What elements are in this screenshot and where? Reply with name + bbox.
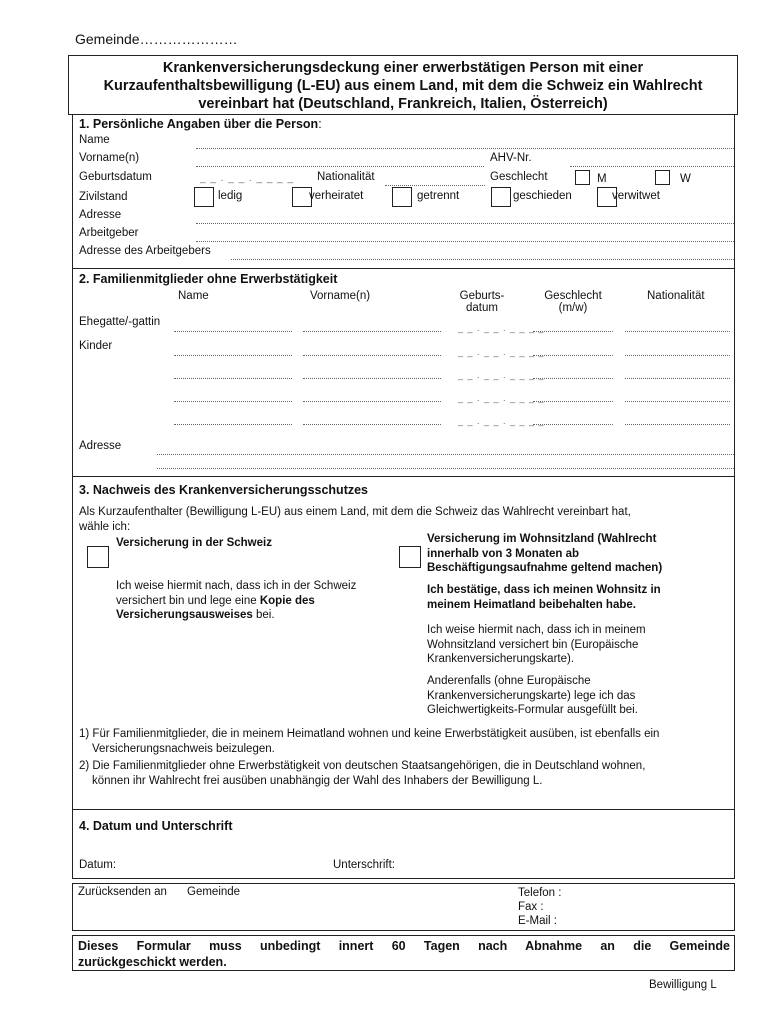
family-adresse-field-2[interactable] xyxy=(157,468,734,469)
family-name-field[interactable] xyxy=(174,378,292,379)
adresse-arbeitgeber-label: Adresse des Arbeitgebers xyxy=(79,245,211,257)
section1-heading: 1. Persönliche Angaben über die Person: xyxy=(79,117,322,131)
family-geburtsdatum-field[interactable]: _ _ . _ _ . _ _ _ _ xyxy=(458,347,545,357)
col-geburtsdatum: Geburts- datum xyxy=(459,290,505,314)
family-geschlecht-field[interactable] xyxy=(533,355,613,356)
option-wohnsitzland-confirm: Ich bestätige, dass ich meinen Wohnsitz in meinem Heimatland beibehalten habe. xyxy=(427,584,661,611)
geschieden-checkbox[interactable] xyxy=(491,187,511,207)
getrennt-checkbox[interactable] xyxy=(392,187,412,207)
name-label: Name xyxy=(79,134,110,146)
vorname-field[interactable] xyxy=(196,166,484,167)
ledig-checkbox[interactable] xyxy=(194,187,214,207)
nationalitaet-label: Nationalität xyxy=(317,171,375,183)
option-wohnsitzland-text2: Anderenfalls (ohne Europäische Krankenversicherungskarte) lege ich das Gleichwertigkeits-Formular ausgefüllt bei. xyxy=(427,675,638,716)
getrennt-label: getrennt xyxy=(417,190,460,202)
geburtsdatum-field[interactable]: _ _ . _ _ . _ _ _ _ xyxy=(200,173,295,184)
geschlecht-m-checkbox[interactable] xyxy=(575,170,590,185)
family-vorname-field[interactable] xyxy=(303,331,441,332)
return-gemeinde: Gemeinde xyxy=(187,886,241,898)
family-geburtsdatum-field[interactable]: _ _ . _ _ . _ _ _ _ xyxy=(458,393,545,403)
family-vorname-field[interactable] xyxy=(303,355,441,356)
gemeinde-header: Gemeinde………………… xyxy=(75,31,238,47)
kinder-label: Kinder xyxy=(79,340,113,352)
col-name: Name xyxy=(178,290,209,302)
title-box xyxy=(68,55,738,115)
verwitwet-label: verwitwet xyxy=(612,190,660,202)
name-field[interactable] xyxy=(196,148,734,149)
geburtsdatum-label: Geburtsdatum xyxy=(79,171,152,183)
family-geburtsdatum-field[interactable]: _ _ . _ _ . _ _ _ _ xyxy=(458,323,545,333)
family-geschlecht-field[interactable] xyxy=(533,424,613,425)
family-vorname-field[interactable] xyxy=(303,401,441,402)
adresse-arbeitgeber-field[interactable] xyxy=(231,259,734,260)
geschieden-label: geschieden xyxy=(513,190,572,202)
geschlecht-label: Geschlecht xyxy=(490,171,548,183)
zivilstand-label: Zivilstand xyxy=(79,191,128,203)
geschlecht-w-label: W xyxy=(680,173,691,185)
divider xyxy=(72,809,735,810)
section2-heading: 2. Familienmitglieder ohne Erwerbstätigkeit xyxy=(79,272,338,286)
family-geschlecht-field[interactable] xyxy=(533,378,613,379)
option-schweiz-checkbox[interactable] xyxy=(87,546,109,568)
section3-intro: Als Kurzaufenthalter (Bewilligung L-EU) aus einem Land, mit dem die Schweiz das Wahlrecht vereinbart hat, wähle ich: xyxy=(79,506,631,533)
family-vorname-field[interactable] xyxy=(303,424,441,425)
family-adresse-label: Adresse xyxy=(79,440,122,452)
adresse-label: Adresse xyxy=(79,209,122,221)
ledig-label: ledig xyxy=(218,190,243,202)
family-name-field[interactable] xyxy=(174,401,292,402)
note-1: 1) Für Familienmitglieder, die in meinem Heimatland wohnen und keine Erwerbstätigkeit ausüben, ist ebenfalls ein Versicherungsnachweis beizulegen. xyxy=(79,728,660,755)
notice-text: Dieses Formular muss unbedingt innert 60 Tagen nach Abnahme an die Gemeinde zurückgeschickt werden. xyxy=(78,939,730,969)
arbeitgeber-field[interactable] xyxy=(196,241,734,242)
ahv-field[interactable] xyxy=(570,166,734,167)
col-vorname: Vorname(n) xyxy=(310,290,371,302)
note-2: 2) Die Familienmitglieder ohne Erwerbstätigkeit von deutschen Staatsangehörigen, die in Deutschland wohnen, können ihr Wahlrecht frei ausüben unabhängig der Wahl des Inhabers der Bewilligung L. xyxy=(79,760,646,787)
family-nationalitaet-field[interactable] xyxy=(625,424,730,425)
title-line-1: Krankenversicherungsdeckung einer erwerbstätigen Person mit einer xyxy=(162,60,644,76)
title-line-2: Kurzaufenthaltsbewilligung (L-EU) aus einem Land, mit dem die Schweiz ein Wahlrecht xyxy=(103,78,703,94)
footer-bewilligung: Bewilligung L xyxy=(649,979,717,991)
family-nationalitaet-field[interactable] xyxy=(625,355,730,356)
family-nationalitaet-field[interactable] xyxy=(625,401,730,402)
family-adresse-field[interactable] xyxy=(157,454,734,455)
option-schweiz-title: Versicherung in der Schweiz xyxy=(116,537,272,549)
family-nationalitaet-field[interactable] xyxy=(625,331,730,332)
section3-heading: 3. Nachweis des Krankenversicherungsschutzes xyxy=(79,483,369,497)
family-geburtsdatum-field[interactable]: _ _ . _ _ . _ _ _ _ xyxy=(458,370,545,380)
nationalitaet-field[interactable] xyxy=(385,185,485,186)
family-nationalitaet-field[interactable] xyxy=(625,378,730,379)
family-vorname-field[interactable] xyxy=(303,378,441,379)
vorname-label: Vorname(n) xyxy=(79,152,140,164)
family-geschlecht-field[interactable] xyxy=(533,331,613,332)
return-contact: Telefon : Fax : E-Mail : xyxy=(518,887,562,927)
divider xyxy=(72,268,735,269)
option-wohnsitzland-text1: Ich weise hiermit nach, dass ich in meinem Wohnsitzland versichert bin (Europäische Krankenversicherungskarte). xyxy=(427,624,646,665)
family-geburtsdatum-field[interactable]: _ _ . _ _ . _ _ _ _ xyxy=(458,416,545,426)
adresse-field[interactable] xyxy=(196,223,734,224)
section4-heading: 4. Datum und Unterschrift xyxy=(79,819,233,833)
geschlecht-w-checkbox[interactable] xyxy=(655,170,670,185)
option-wohnsitzland-checkbox[interactable] xyxy=(399,546,421,568)
family-name-field[interactable] xyxy=(174,355,292,356)
unterschrift-label: Unterschrift: xyxy=(333,859,395,871)
family-name-field[interactable] xyxy=(174,331,292,332)
col-nationalitaet: Nationalität xyxy=(647,290,705,302)
verheiratet-label: verheiratet xyxy=(309,190,364,202)
geschlecht-m-label: M xyxy=(597,173,607,185)
family-geschlecht-field[interactable] xyxy=(533,401,613,402)
divider xyxy=(72,476,735,477)
col-geschlecht: Geschlecht (m/w) xyxy=(544,290,602,314)
option-schweiz-text: Ich weise hiermit nach, dass ich in der Schweiz versichert bin und lege eine Kopie des Versicherungsausweises bei. xyxy=(116,580,357,621)
return-label: Zurücksenden an xyxy=(78,886,167,898)
arbeitgeber-label: Arbeitgeber xyxy=(79,227,139,239)
option-wohnsitzland-title: Versicherung im Wohnsitzland (Wahlrecht innerhalb von 3 Monaten ab Beschäftigungsaufnahme geltend machen) xyxy=(427,533,663,574)
ehegatte-label: Ehegatte/-gattin xyxy=(79,316,161,328)
datum-label: Datum: xyxy=(79,859,117,871)
ahv-label: AHV-Nr. xyxy=(490,152,532,164)
title-line-3: vereinbart hat (Deutschland, Frankreich, Italien, Österreich) xyxy=(198,96,608,112)
family-name-field[interactable] xyxy=(174,424,292,425)
